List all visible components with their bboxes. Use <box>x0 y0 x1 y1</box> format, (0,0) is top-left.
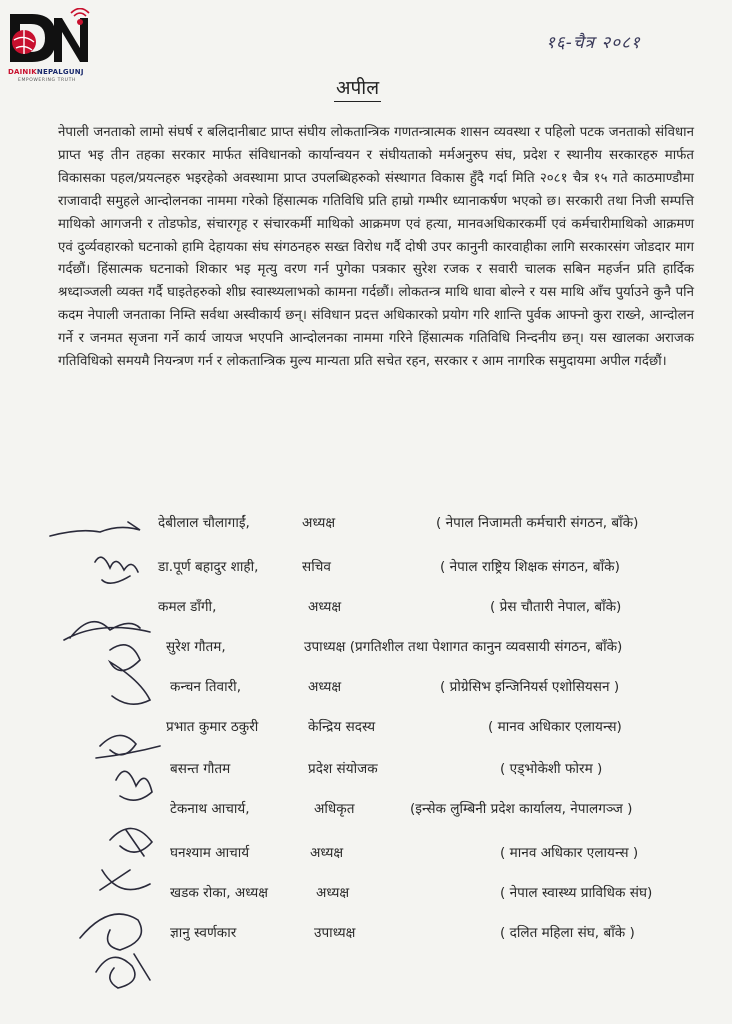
signatory-row <box>0 716 732 752</box>
document-date: १६-चैत्र २०८१ <box>546 33 641 53</box>
signatory-position: केन्द्रिय सदस्य <box>308 719 376 735</box>
signatory-position: उपाध्यक्ष <box>314 925 356 941</box>
signatory-organization: ( मानव अधिकार एलायन्स) <box>488 719 622 735</box>
signatory-name: कन्चन तिवारी, <box>170 679 242 695</box>
signatory-name: टेकनाथ आचार्य, <box>170 801 250 817</box>
signatory-row <box>0 676 732 712</box>
signatory-position: अध्यक्ष <box>310 845 344 861</box>
signatory-organization: ( नेपाल निजामती कर्मचारी संगठन, बाँके) <box>436 515 639 531</box>
logo-mark-icon <box>2 8 98 70</box>
signatory-position: सचिव <box>302 559 331 575</box>
signatory-position: अध्यक्ष <box>302 515 336 531</box>
signatory-organization: ( नेपाल राष्ट्रिय शिक्षक संगठन, बाँके) <box>440 559 620 575</box>
signatory-organization: ( एड्भोकेशी फोरम ) <box>500 761 603 777</box>
document-title: अपील <box>334 74 381 102</box>
signatory-row <box>0 758 732 794</box>
signatory-organization: ( दलित महिला संघ, बाँके ) <box>500 925 635 941</box>
signatory-name: कमल डाँगी, <box>158 599 217 615</box>
signatory-organization: ( मानव अधिकार एलायन्स ) <box>500 845 639 861</box>
signatory-row <box>0 842 732 878</box>
logo-tagline: EMPOWERING TRUTH <box>18 78 76 83</box>
signatory-position: अध्यक्ष <box>308 679 342 695</box>
signatory-organization: ( प्रेस चौतारी नेपाल, बाँके) <box>490 599 622 615</box>
signatory-name: ज्ञानु स्वर्णकार <box>170 925 237 941</box>
signatory-row <box>0 556 732 592</box>
signatory-row <box>0 922 732 958</box>
logo-brand-text: DAINIKNEPALGUNJ <box>8 68 84 76</box>
signatory-name: घनश्याम आचार्य <box>170 845 250 861</box>
signatory-row <box>0 596 732 632</box>
signatory-name: प्रभात कुमार ठकुरी <box>166 719 259 735</box>
signatory-position: अध्यक्ष <box>308 599 342 615</box>
signatory-row <box>0 882 732 918</box>
signatory-name: खडक रोका, अध्यक्ष <box>170 885 268 901</box>
signatory-name: डा.पूर्ण बहादुर शाही, <box>158 559 259 575</box>
signatory-name: सुरेश गौतम, <box>166 639 226 655</box>
signatory-organization: ( प्रोग्रेसिभ इन्जिनियर्स एशोसियसन ) <box>440 679 620 695</box>
signatory-name: देबीलाल चौलागाईं, <box>158 515 250 531</box>
signatory-position: अधिकृत <box>314 801 355 817</box>
dainik-nepalgunj-logo <box>2 8 98 83</box>
signatory-row <box>0 636 732 672</box>
appeal-body-text: नेपाली जनताको लामो संघर्ष र बलिदानीबाट प्राप्त संघीय लोकतान्त्रिक गणतन्त्रात्मक शासन व्यवस्था र पहिलो पटक जनताको संविधान प्राप्त भइ तीन तहका सरकार मार्फत संविधानको कार्यान्वयन र संघीयताको मर्मअनुरुप संघ, प्रदेश र स्थानीय सरकारहरु मार्फत विकासका पहल/प्रयत्नहरु भइरहेको अवस्थामा प्राप्त उपलब्धिहरुको संस्थागत विकास हुँदै गर्दा मिति २०८१ चैत्र १५ गते काठमाण्डौमा राजावादी समुहले आन्दोलनका नाममा गरेको हिंसात्मक गतिविधि प्रति हाम्रो गम्भीर ध्यानाकर्षण भएको छ। सरकारी तथा निजी सम्पत्ति माथिको आगजनी र तोडफोड, संचारगृह र संचारकर्मी माथिको आक्रमण एवं हत्या, मानवअधिकारकर्मी एवं कर्मचारीमाथिको आक्रमण एवं दुर्व्यवहारको घटनाको हामि देहायका संघ संगठनहरु सख्त विरोध गर्दै दोषी उपर कानुनी कारवाहीका लागि सरकारसंग जोडदार माग गर्दछौं। हिंसात्मक घटनाको शिकार भइ मृत्यु वरण गर्न पुगेका पत्रकार सुरेश रजक र सवारी चालक सबिन महर्जन प्रति हार्दिक श्रध्दाञ्जली व्यक्त गर्दै घाइतेहरुको शीघ्र स्वास्थ्यलाभको कामना गर्दछौं। लोकतन्त्र माथि धावा बोल्ने र यस माथि आँच पुर्याउने कुनै पनि कदम नेपाली जनताका निम्ति सर्वथा अस्वीकार्य छन्। संविधान प्रदत्त अधिकारको प्रयोग गरि शान्ति पुर्वक आफ्नो कुरा राख्ने, आन्दोलन गर्ने र जनमत सृजना गर्ने कार्य जायज भएपनि आन्दोलनका नाममा गरिने हिंसात्मक गतिविधि निन्दनीय छन्। यस खालका अराजक गतिविधिको समयमै नियन्त्रण गर्न र लोकतान्त्रिक मुल्य मान्यता प्रति सचेत रहन, सरकार र आम नागरिक समुदायमा अपील गर्दछौं। <box>58 125 694 370</box>
signatory-row <box>0 798 732 834</box>
signatory-organization: ( नेपाल स्वास्थ्य प्राविधिक संघ) <box>500 885 653 901</box>
signatory-position: प्रदेश संयोजक <box>308 761 378 777</box>
signatory-row <box>0 512 732 548</box>
signatory-position: अध्यक्ष <box>316 885 350 901</box>
signatory-position: उपाध्यक्ष (प्रगतिशील तथा पेशागत कानुन व्यवसायी संगठन, बाँके) <box>304 639 623 655</box>
signatory-organization: (इन्सेक लुम्बिनी प्रदेश कार्यालय, नेपालगञ्ज ) <box>410 801 633 817</box>
signatory-name: बसन्त गौतम <box>170 761 231 777</box>
